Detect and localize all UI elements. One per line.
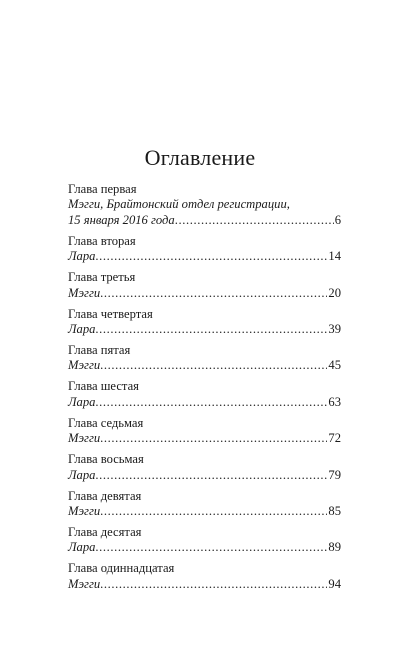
chapter-title: Глава восьмая	[68, 452, 144, 467]
page-number: 45	[328, 358, 341, 373]
page-number: 63	[328, 394, 341, 409]
toc-entry-10[interactable]	[68, 525, 341, 556]
chapter-title: Глава седьмая	[68, 415, 144, 430]
chapter-title: Глава первая	[68, 182, 137, 196]
chapter-title: Глава вторая	[68, 233, 136, 248]
page-number: 6	[334, 212, 341, 227]
toc-entry-8[interactable]	[68, 452, 341, 483]
page-number: 79	[328, 467, 341, 482]
toc-entry-2[interactable]	[68, 234, 341, 265]
table-of-contents	[68, 182, 341, 598]
dot-leader	[100, 504, 327, 519]
toc-entry-4[interactable]	[68, 307, 341, 338]
chapter-subtitle: 15 января 2016 года	[68, 212, 175, 227]
page-number: 20	[328, 285, 341, 300]
page-number: 39	[328, 322, 341, 337]
narrator-name: Мэгги	[68, 431, 101, 446]
page-number: 85	[328, 504, 341, 519]
dot-leader	[95, 468, 327, 483]
page-number: 89	[328, 540, 341, 555]
dot-leader	[95, 249, 327, 264]
toc-entry-9[interactable]	[68, 489, 341, 520]
dot-leader	[95, 395, 327, 410]
page-title: Оглавление	[144, 145, 256, 170]
dot-leader	[95, 322, 327, 337]
dot-leader	[100, 431, 327, 446]
narrator-name: Мэгги	[68, 285, 101, 300]
page-number: 72	[328, 431, 341, 446]
chapter-subtitle: Мэгги, Брайтонский отдел регистрации,	[68, 197, 290, 212]
toc-entry-5[interactable]	[68, 343, 341, 374]
chapter-title: Глава девятая	[68, 488, 142, 503]
dot-leader	[175, 213, 334, 228]
chapter-title: Глава шестая	[68, 379, 139, 394]
toc-entry-6[interactable]	[68, 379, 341, 410]
chapter-title: Глава десятая	[68, 525, 142, 540]
toc-entry-11[interactable]	[68, 561, 341, 592]
dot-leader	[100, 358, 327, 373]
toc-entry-7[interactable]	[68, 416, 341, 447]
narrator-name: Мэгги	[68, 358, 101, 373]
chapter-title: Глава третья	[68, 270, 136, 285]
narrator-name: Мэгги	[68, 504, 101, 519]
page-number: 94	[328, 576, 341, 591]
dot-leader	[100, 286, 327, 301]
toc-entry-1[interactable]	[68, 182, 341, 228]
chapter-title: Глава пятая	[68, 343, 131, 358]
chapter-title: Глава одиннадцатая	[68, 561, 175, 576]
narrator-name: Лара	[68, 249, 96, 264]
dot-leader	[95, 540, 327, 555]
narrator-name: Лара	[68, 467, 96, 482]
toc-entry-3[interactable]	[68, 270, 341, 301]
narrator-name: Лара	[68, 322, 96, 337]
narrator-name: Мэгги	[68, 576, 101, 591]
page-number: 14	[328, 249, 341, 264]
narrator-name: Лара	[68, 394, 96, 409]
dot-leader	[100, 577, 327, 592]
narrator-name: Лара	[68, 540, 96, 555]
chapter-title: Глава четвертая	[68, 306, 153, 321]
